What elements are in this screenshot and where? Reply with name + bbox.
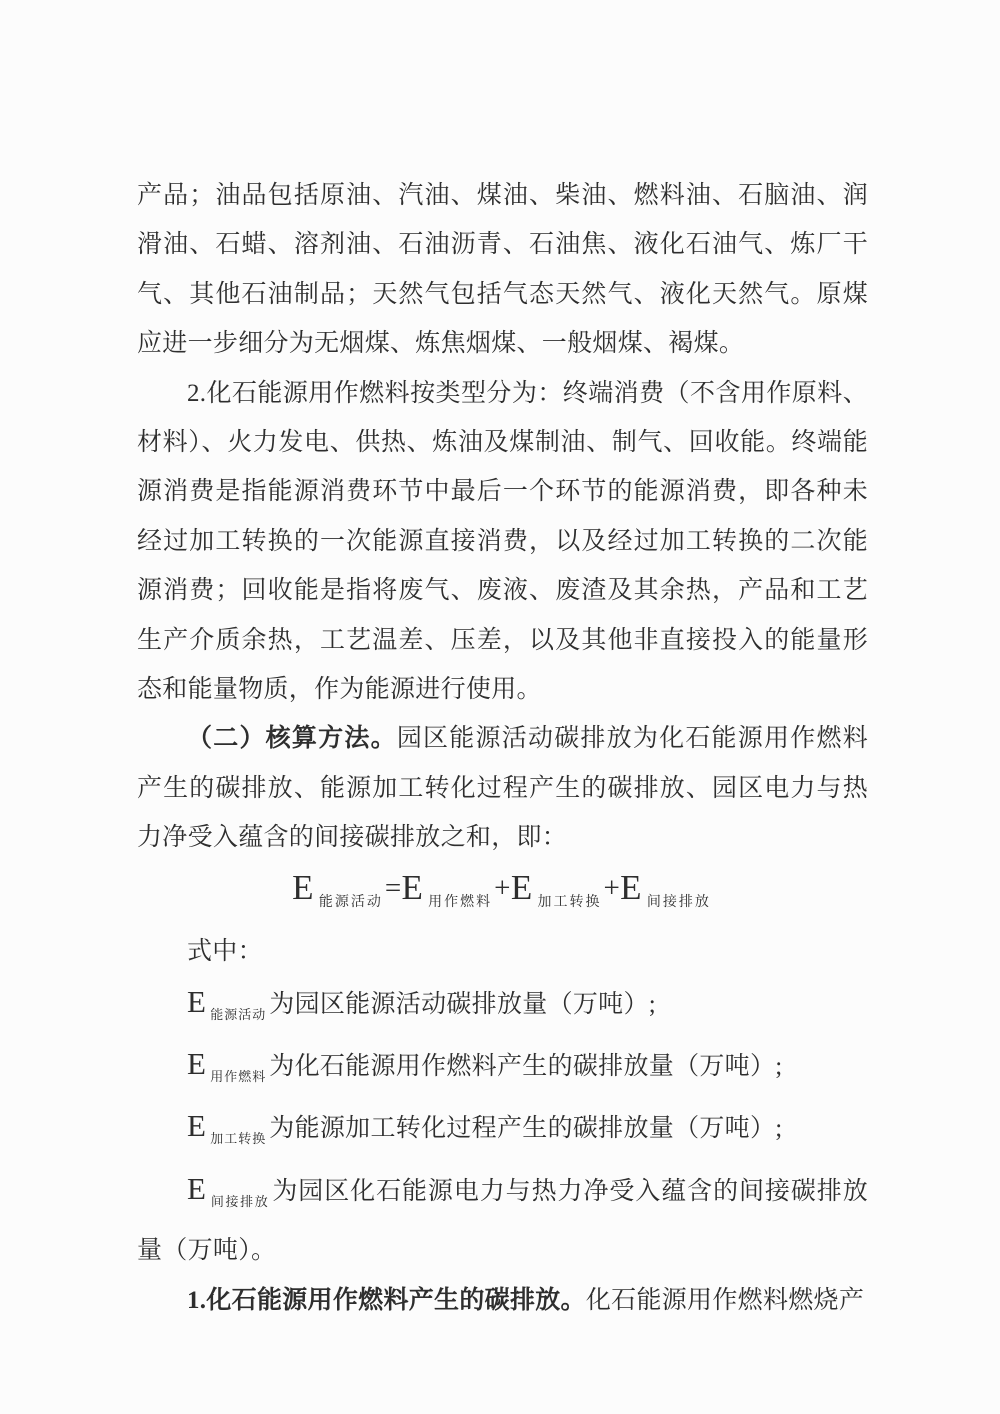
definition-text: 为化石能源用作燃料产生的碳排放量（万吨）;	[269, 1052, 783, 1080]
formula-symbol-used-as-fuel: E	[401, 867, 424, 907]
formula-subscript-indirect-emission: 间接排放	[646, 894, 711, 910]
accounting-method-text: 园区能源活动碳排放为化石能源用作燃料产生的碳排放、能源加工转化过程产生的碳排放、园区电力与热力净受入蕴含的间接碳排放之和，即：	[137, 725, 868, 852]
definition-subscript: 加工转换	[210, 1131, 267, 1147]
emission-formula	[137, 863, 868, 927]
formula-symbol-indirect-emission: E	[620, 867, 642, 907]
definition-processing-conversion	[137, 1101, 868, 1163]
definition-symbol: E	[187, 983, 207, 1019]
accounting-method-heading: （二）核算方法。	[187, 725, 397, 753]
definition-energy-activity	[137, 977, 868, 1039]
paragraph-fuel-usage-types: 2.化石能源用作燃料按类型分为：终端消费（不含用作原料、材料）、火力发电、供热、炼油及煤制油、制气、回收能。终端能源消费是指能源消费环节中最后一个环节的能源消费，即各种未经过加工转换的一次能源直接消费，以及经过加工转换的二次能源消费；回收能是指将废气、废液、废渣及其余热，产品和工艺生产介质余热，工艺温差、压差，以及其他非直接投入的能量形态和能量物质，作为能源进行使用。	[137, 379, 868, 704]
fuel-emission-text: 化石能源用作燃料燃烧产	[585, 1286, 865, 1314]
definition-symbol: E	[187, 1108, 207, 1144]
paragraph-fuel-emission	[137, 1276, 868, 1325]
definition-text: 为园区化石能源电力与热力净受入蕴含的间接碳排放量（万吨）。	[137, 1177, 868, 1265]
definition-indirect-emission	[137, 1164, 868, 1276]
definition-subscript: 用作燃料	[210, 1068, 267, 1084]
formula-plus-sign-2: +	[603, 871, 621, 904]
fuel-emission-heading: 1.化石能源用作燃料产生的碳排放。	[187, 1286, 586, 1314]
formula-equals-sign: =	[384, 871, 402, 904]
document-body	[137, 171, 868, 1325]
paragraph-oil-products: 产品；油品包括原油、汽油、煤油、柴油、燃料油、石脑油、润滑油、石蜡、溶剂油、石油沥青、石油焦、液化石油气、炼厂干气、其他石油制品；天然气包括气态天然气、液化天然气。原煤应进一步细分为无烟煤、炼焦烟煤、一般烟煤、褐煤。	[137, 182, 868, 358]
definition-subscript: 能源活动	[210, 1006, 267, 1022]
formula-subscript-used-as-fuel: 用作燃料	[428, 894, 493, 910]
definition-subscript: 间接排放	[210, 1193, 270, 1209]
formula-symbol-energy-activity: E	[292, 867, 314, 907]
paragraph-accounting-method	[137, 714, 868, 862]
where-label: 式中：	[187, 938, 263, 966]
definition-text: 为能源加工转化过程产生的碳排放量（万吨）;	[269, 1115, 783, 1143]
definition-text: 为园区能源活动碳排放量（万吨）;	[269, 990, 657, 1018]
definition-symbol: E	[187, 1045, 207, 1081]
definition-symbol: E	[187, 1170, 207, 1206]
formula-plus-sign-1: +	[494, 871, 511, 904]
formula-subscript-processing-conversion: 加工转换	[537, 894, 602, 910]
formula-symbol-processing-conversion: E	[510, 867, 533, 907]
definition-used-as-fuel	[137, 1039, 868, 1101]
formula-subscript-energy-activity: 能源活动	[318, 894, 383, 910]
